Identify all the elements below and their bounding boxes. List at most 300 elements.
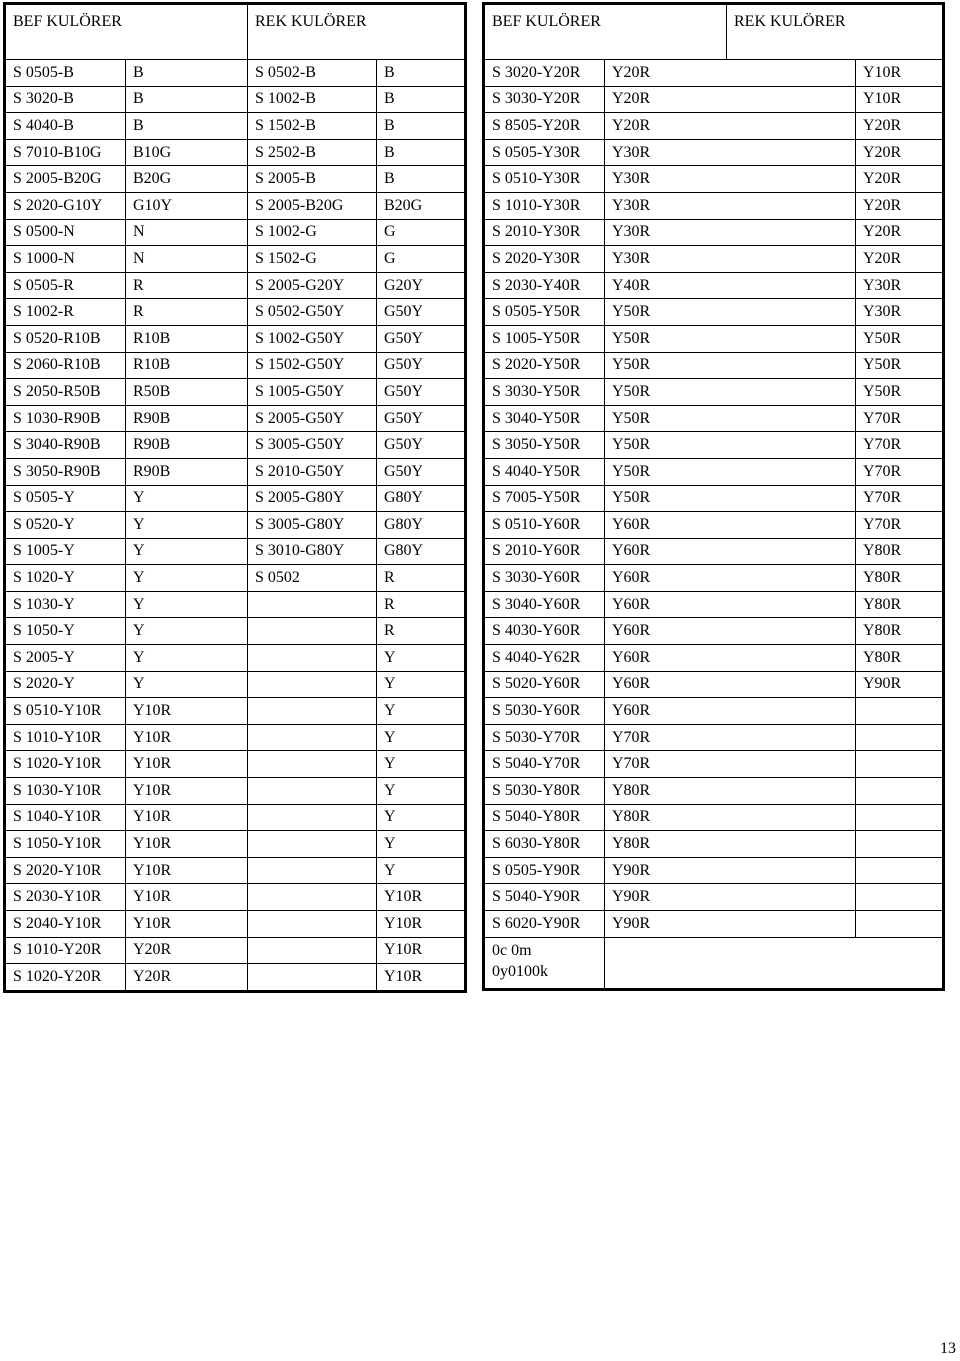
right-cell — [727, 485, 856, 512]
right-cell — [727, 778, 856, 805]
right-cell — [727, 857, 856, 884]
right-cell: Y70R — [856, 432, 944, 459]
left-cell — [248, 884, 377, 911]
right-cell: Y60R — [605, 618, 727, 645]
left-cell: Y10R — [126, 724, 248, 751]
right-table-row — [484, 113, 944, 140]
left-cell — [248, 671, 377, 698]
right-cell — [727, 884, 856, 911]
right-cell: S 2010-Y30R — [484, 219, 605, 246]
right-cell: S 5030-Y80R — [484, 778, 605, 805]
right-cell: Y70R — [605, 724, 727, 751]
left-cell: S 1002-G — [248, 219, 377, 246]
right-table-row — [484, 831, 944, 858]
left-table-row — [5, 831, 466, 858]
right-table-row — [484, 379, 944, 406]
left-cell: S 1005-Y — [5, 538, 126, 565]
right-cell — [727, 272, 856, 299]
left-table-row — [5, 937, 466, 964]
right-table-row — [484, 911, 944, 938]
left-cell: Y — [377, 831, 466, 858]
left-cell — [248, 964, 377, 992]
right-table-row — [484, 937, 944, 989]
left-cell: Y10R — [126, 911, 248, 938]
left-cell: B — [377, 86, 466, 113]
left-cell: Y — [126, 565, 248, 592]
left-cell: S 2005-Y — [5, 645, 126, 672]
left-table-row — [5, 778, 466, 805]
right-header-rek: REK KULÖRER — [727, 4, 944, 60]
left-table-row — [5, 192, 466, 219]
left-cell: B20G — [126, 166, 248, 193]
left-cell: S 1030-Y10R — [5, 778, 126, 805]
right-cell: Y60R — [605, 538, 727, 565]
right-cell — [727, 538, 856, 565]
right-cell — [727, 352, 856, 379]
right-cell — [727, 299, 856, 326]
left-table-row — [5, 139, 466, 166]
left-table-row — [5, 272, 466, 299]
right-cell: S 5040-Y90R — [484, 884, 605, 911]
right-cell: S 8505-Y20R — [484, 113, 605, 140]
right-cell: Y30R — [856, 272, 944, 299]
left-cell — [248, 911, 377, 938]
left-cell: B10G — [126, 139, 248, 166]
left-cell: R10B — [126, 352, 248, 379]
left-cell: S 2030-Y10R — [5, 884, 126, 911]
left-cell — [248, 857, 377, 884]
left-table-row — [5, 857, 466, 884]
right-cell — [727, 512, 856, 539]
left-cell: Y10R — [377, 884, 466, 911]
right-cell — [856, 884, 944, 911]
right-cell: S 3020-Y20R — [484, 60, 605, 87]
left-cell: S 0500-N — [5, 219, 126, 246]
right-cell — [727, 139, 856, 166]
right-table-row — [484, 272, 944, 299]
right-color-table — [482, 2, 945, 991]
right-table-row — [484, 86, 944, 113]
right-cell: Y10R — [856, 86, 944, 113]
left-cell: S 1002-B — [248, 86, 377, 113]
left-cell: R — [377, 591, 466, 618]
right-cell-cmyk — [484, 937, 605, 989]
left-table-row — [5, 565, 466, 592]
right-cell — [856, 911, 944, 938]
right-cell: S 0505-Y90R — [484, 857, 605, 884]
left-table-row — [5, 671, 466, 698]
right-cell: S 2010-Y60R — [484, 538, 605, 565]
right-cell: Y90R — [856, 671, 944, 698]
right-table-row — [484, 352, 944, 379]
left-cell: Y10R — [126, 698, 248, 725]
right-cell — [727, 246, 856, 273]
left-table-row — [5, 591, 466, 618]
left-table-row — [5, 538, 466, 565]
right-cell — [856, 831, 944, 858]
left-cell: S 3040-R90B — [5, 432, 126, 459]
left-table-row — [5, 352, 466, 379]
left-cell: S 0502 — [248, 565, 377, 592]
right-cell — [856, 724, 944, 751]
left-cell: G — [377, 219, 466, 246]
left-cell: G80Y — [377, 485, 466, 512]
right-table-row — [484, 166, 944, 193]
right-cell: Y70R — [856, 458, 944, 485]
left-table-row — [5, 379, 466, 406]
right-table-row — [484, 751, 944, 778]
right-cell: Y60R — [605, 645, 727, 672]
right-cell — [727, 192, 856, 219]
right-cell: Y20R — [856, 192, 944, 219]
left-table-row — [5, 432, 466, 459]
left-cell: Y20R — [126, 964, 248, 992]
left-cell: G50Y — [377, 458, 466, 485]
left-cell — [248, 591, 377, 618]
right-cell — [727, 591, 856, 618]
right-cell — [727, 831, 856, 858]
left-cell: G50Y — [377, 352, 466, 379]
right-cell: Y50R — [856, 379, 944, 406]
right-cell: Y60R — [605, 671, 727, 698]
left-header-bef: BEF KULÖRER — [5, 4, 248, 60]
right-cell: S 3040-Y60R — [484, 591, 605, 618]
right-cell: Y30R — [856, 299, 944, 326]
left-cell — [248, 778, 377, 805]
left-cell: R — [377, 618, 466, 645]
left-cell: S 3020-B — [5, 86, 126, 113]
left-cell: S 1005-G50Y — [248, 379, 377, 406]
left-cell: S 2020-Y10R — [5, 857, 126, 884]
right-table-row — [484, 565, 944, 592]
left-cell: S 2005-G50Y — [248, 405, 377, 432]
left-cell: G50Y — [377, 299, 466, 326]
left-cell — [248, 645, 377, 672]
left-cell: S 1030-Y — [5, 591, 126, 618]
right-cell: Y20R — [856, 219, 944, 246]
left-cell: Y — [126, 645, 248, 672]
right-cell: S 0510-Y60R — [484, 512, 605, 539]
left-cell: B — [377, 113, 466, 140]
left-cell: S 1502-G — [248, 246, 377, 273]
left-cell: S 2005-B20G — [248, 192, 377, 219]
right-cell — [727, 671, 856, 698]
right-cell — [727, 751, 856, 778]
left-cell — [248, 831, 377, 858]
left-cell: Y — [377, 698, 466, 725]
right-cell: Y20R — [605, 86, 727, 113]
left-cell: Y10R — [377, 964, 466, 992]
left-cell: S 0505-R — [5, 272, 126, 299]
right-cell — [856, 751, 944, 778]
right-cell — [727, 911, 856, 938]
right-table-body — [484, 4, 944, 990]
right-cell: Y90R — [605, 884, 727, 911]
left-cell: B — [126, 113, 248, 140]
right-cell — [727, 113, 856, 140]
right-cell: Y70R — [856, 485, 944, 512]
left-cell: S 0510-Y10R — [5, 698, 126, 725]
right-table-row — [484, 618, 944, 645]
right-cell: Y80R — [605, 778, 727, 805]
left-cell: S 1020-Y20R — [5, 964, 126, 992]
right-cell — [856, 698, 944, 725]
right-table-row — [484, 432, 944, 459]
left-cell: B20G — [377, 192, 466, 219]
left-cell: R50B — [126, 379, 248, 406]
right-cell: Y30R — [605, 166, 727, 193]
left-table-row — [5, 458, 466, 485]
left-cell: N — [126, 246, 248, 273]
left-cell: G50Y — [377, 432, 466, 459]
left-cell: S 1010-Y20R — [5, 937, 126, 964]
right-cell: Y70R — [605, 751, 727, 778]
right-cell — [727, 379, 856, 406]
right-cell: Y10R — [856, 60, 944, 87]
left-header-rek: REK KULÖRER — [248, 4, 466, 60]
left-cell: S 0520-Y — [5, 512, 126, 539]
right-cell — [727, 166, 856, 193]
right-cell-empty — [605, 937, 944, 989]
left-cell: B — [377, 166, 466, 193]
left-table-row — [5, 405, 466, 432]
right-cell: S 3030-Y60R — [484, 565, 605, 592]
right-cell — [727, 60, 856, 87]
left-cell: S 3005-G50Y — [248, 432, 377, 459]
left-cell: S 1050-Y10R — [5, 831, 126, 858]
right-cell — [856, 778, 944, 805]
left-cell: R10B — [126, 325, 248, 352]
left-cell: Y — [126, 485, 248, 512]
right-cell: S 5040-Y70R — [484, 751, 605, 778]
right-cell: S 3040-Y50R — [484, 405, 605, 432]
right-cell — [856, 857, 944, 884]
right-cell — [727, 698, 856, 725]
left-table-row — [5, 246, 466, 273]
right-cell: S 1010-Y30R — [484, 192, 605, 219]
right-cell: S 4040-Y62R — [484, 645, 605, 672]
right-table-row — [484, 884, 944, 911]
left-cell: S 1002-G50Y — [248, 325, 377, 352]
left-cell: S 2502-B — [248, 139, 377, 166]
left-cell: B — [126, 60, 248, 87]
left-cell: S 4040-B — [5, 113, 126, 140]
left-cell: S 7010-B10G — [5, 139, 126, 166]
right-cell: S 6030-Y80R — [484, 831, 605, 858]
right-cell: S 5030-Y70R — [484, 724, 605, 751]
left-cell: S 3010-G80Y — [248, 538, 377, 565]
right-cell: S 2020-Y50R — [484, 352, 605, 379]
right-cell: S 5040-Y80R — [484, 804, 605, 831]
right-cell: S 4040-Y50R — [484, 458, 605, 485]
right-cell: Y30R — [605, 219, 727, 246]
left-cell: S 1000-N — [5, 246, 126, 273]
left-cell: Y — [377, 804, 466, 831]
left-cell: R90B — [126, 405, 248, 432]
left-cell: Y — [377, 724, 466, 751]
right-table-row — [484, 698, 944, 725]
right-cell: Y80R — [856, 591, 944, 618]
left-cell: R90B — [126, 458, 248, 485]
right-cell: Y30R — [605, 192, 727, 219]
left-table-row — [5, 698, 466, 725]
left-cell: S 1030-R90B — [5, 405, 126, 432]
left-table-row — [5, 113, 466, 140]
right-cell: Y80R — [856, 645, 944, 672]
left-cell — [248, 937, 377, 964]
left-cell: S 2005-G20Y — [248, 272, 377, 299]
left-cell: G50Y — [377, 379, 466, 406]
right-table-row — [484, 60, 944, 87]
right-cell: S 1005-Y50R — [484, 325, 605, 352]
right-cell — [727, 724, 856, 751]
right-cell: S 2020-Y30R — [484, 246, 605, 273]
right-cell: Y20R — [856, 246, 944, 273]
left-color-table — [3, 2, 467, 993]
right-cell: S 7005-Y50R — [484, 485, 605, 512]
right-cell: Y20R — [856, 166, 944, 193]
left-table-row — [5, 724, 466, 751]
right-table-row — [484, 591, 944, 618]
left-cell: Y — [126, 591, 248, 618]
right-cell — [727, 219, 856, 246]
left-cell — [248, 751, 377, 778]
left-cell: R — [126, 299, 248, 326]
right-table-row — [484, 512, 944, 539]
right-table-row — [484, 458, 944, 485]
left-table-row — [5, 751, 466, 778]
right-cell: S 0510-Y30R — [484, 166, 605, 193]
left-cell: Y — [126, 671, 248, 698]
left-cell: S 2060-R10B — [5, 352, 126, 379]
right-table-row — [484, 485, 944, 512]
right-cell: Y50R — [605, 325, 727, 352]
right-cell: Y60R — [605, 565, 727, 592]
left-cell: G20Y — [377, 272, 466, 299]
right-cell: Y60R — [605, 512, 727, 539]
right-table-row — [484, 724, 944, 751]
left-cell: R — [377, 565, 466, 592]
left-cell: Y — [377, 778, 466, 805]
left-table-row — [5, 884, 466, 911]
left-cell — [248, 804, 377, 831]
left-cell: Y10R — [377, 937, 466, 964]
right-cell: S 3030-Y50R — [484, 379, 605, 406]
right-cell: Y70R — [856, 405, 944, 432]
right-cell: Y80R — [856, 538, 944, 565]
left-table-row — [5, 219, 466, 246]
left-cell: S 1020-Y — [5, 565, 126, 592]
left-cell: S 0505-B — [5, 60, 126, 87]
right-table-row — [484, 405, 944, 432]
right-table-row — [484, 299, 944, 326]
left-cell: S 1050-Y — [5, 618, 126, 645]
right-cell — [727, 645, 856, 672]
left-cell: S 2040-Y10R — [5, 911, 126, 938]
right-cell: Y60R — [605, 698, 727, 725]
right-table-row — [484, 139, 944, 166]
left-cell: G80Y — [377, 538, 466, 565]
left-cell: Y10R — [126, 884, 248, 911]
left-table-row — [5, 964, 466, 992]
left-cell: S 1502-B — [248, 113, 377, 140]
left-cell: S 1002-R — [5, 299, 126, 326]
left-cell: Y — [126, 512, 248, 539]
right-cell: Y40R — [605, 272, 727, 299]
right-cell: Y90R — [605, 911, 727, 938]
right-cell: Y50R — [605, 405, 727, 432]
right-cell — [727, 432, 856, 459]
right-cell: S 0505-Y30R — [484, 139, 605, 166]
right-table-row — [484, 645, 944, 672]
left-cell: Y — [377, 857, 466, 884]
right-cell: S 4030-Y60R — [484, 618, 605, 645]
right-cell: Y50R — [605, 458, 727, 485]
right-cell: Y70R — [856, 512, 944, 539]
right-table-row — [484, 778, 944, 805]
left-cell: Y10R — [377, 911, 466, 938]
left-cell: B — [377, 139, 466, 166]
left-cell: G80Y — [377, 512, 466, 539]
left-cell: Y10R — [126, 857, 248, 884]
left-cell: G50Y — [377, 325, 466, 352]
left-cell: S 1020-Y10R — [5, 751, 126, 778]
right-header-row — [484, 4, 944, 60]
left-cell: Y10R — [126, 804, 248, 831]
left-table-row — [5, 485, 466, 512]
right-table-row — [484, 219, 944, 246]
left-cell: S 2010-G50Y — [248, 458, 377, 485]
left-cell: S 1040-Y10R — [5, 804, 126, 831]
right-cell — [727, 458, 856, 485]
left-cell — [248, 618, 377, 645]
left-table-row — [5, 618, 466, 645]
left-cell: S 0520-R10B — [5, 325, 126, 352]
left-table-row — [5, 86, 466, 113]
left-cell: S 0505-Y — [5, 485, 126, 512]
left-table-row — [5, 512, 466, 539]
right-cell — [727, 86, 856, 113]
right-cell: Y50R — [605, 379, 727, 406]
right-table-row — [484, 857, 944, 884]
right-cell — [727, 405, 856, 432]
right-cell: Y80R — [856, 565, 944, 592]
right-cell: S 0505-Y50R — [484, 299, 605, 326]
right-cell: S 2030-Y40R — [484, 272, 605, 299]
left-cell: Y — [377, 645, 466, 672]
left-cell: Y20R — [126, 937, 248, 964]
page-number: 13 — [940, 1340, 956, 1357]
left-cell: S 2020-G10Y — [5, 192, 126, 219]
left-cell: Y10R — [126, 831, 248, 858]
left-table-row — [5, 166, 466, 193]
right-cell — [727, 325, 856, 352]
left-table-body — [5, 4, 466, 992]
left-cell: R — [126, 272, 248, 299]
right-cell: S 3050-Y50R — [484, 432, 605, 459]
right-cell: S 3030-Y20R — [484, 86, 605, 113]
right-cell: S 5030-Y60R — [484, 698, 605, 725]
left-table-row — [5, 911, 466, 938]
left-cell: S 2050-R50B — [5, 379, 126, 406]
right-cell — [727, 565, 856, 592]
right-cell: Y50R — [856, 352, 944, 379]
right-table-row — [484, 192, 944, 219]
right-header-bef: BEF KULÖRER — [484, 4, 727, 60]
left-table-row — [5, 299, 466, 326]
right-table-row — [484, 325, 944, 352]
right-cell: Y50R — [856, 325, 944, 352]
